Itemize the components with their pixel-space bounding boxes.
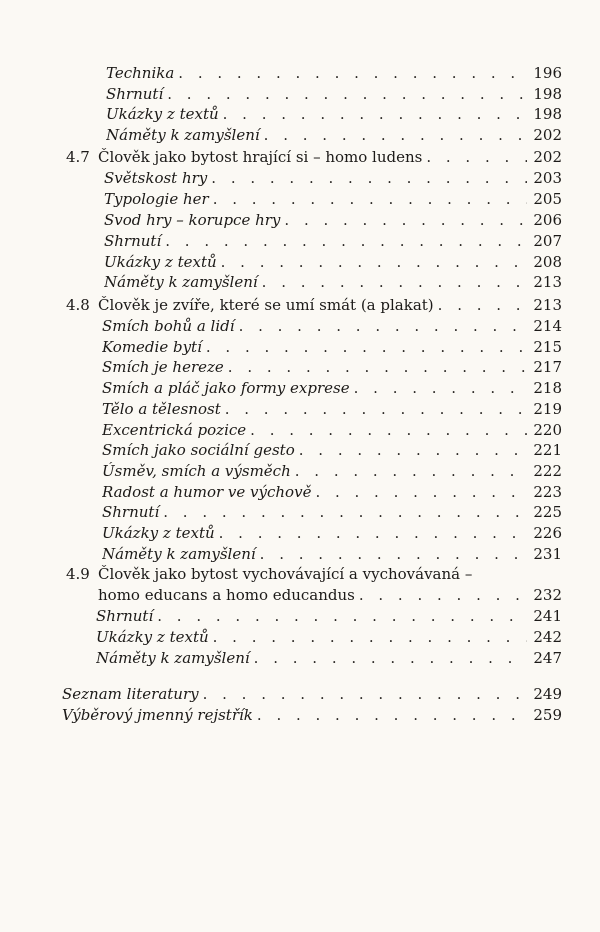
dot-leader (178, 63, 527, 84)
toc-entry-page-number: 213 (533, 296, 562, 314)
toc-entry[interactable] (102, 482, 562, 503)
toc-entry-page-number: 205 (533, 190, 562, 208)
toc-entry[interactable] (96, 648, 562, 669)
toc-entry-page-number: 215 (533, 338, 562, 356)
toc-entry-title: Seznam literatury (62, 685, 199, 703)
toc-entry-title: Typologie her (104, 190, 209, 208)
dot-leader (219, 523, 528, 544)
toc-entry-page-number: 241 (533, 607, 562, 625)
toc-entry-title: Náměty k zamyšlení (104, 273, 258, 291)
toc-entry-page-number: 223 (533, 483, 562, 501)
toc-entry[interactable] (104, 252, 562, 273)
toc-entry[interactable] (106, 104, 562, 125)
toc-entry-page-number: 222 (533, 462, 562, 480)
toc-entry-title: Technika (106, 64, 175, 82)
toc-entry-page-number: 218 (533, 379, 562, 397)
toc-entry[interactable] (104, 210, 562, 231)
dot-leader (206, 337, 527, 358)
toc-entry-page-number: 220 (533, 421, 562, 439)
dot-leader (426, 147, 527, 168)
dot-leader (438, 295, 528, 316)
dot-leader (299, 440, 528, 461)
toc-entry-page-number: 208 (533, 253, 562, 271)
toc-entry-title: Úsměv, smích a výsměch (102, 462, 291, 480)
dot-leader (211, 168, 527, 189)
toc-entry-page-number: 226 (533, 524, 562, 542)
toc-entry-title: Komedie bytí (102, 338, 202, 356)
dot-leader (157, 606, 527, 627)
toc-entry-title: Výběrový jmenný rejstřík (62, 706, 253, 724)
toc-entry-title: Člověk je zvíře, které se umí smát (a plakat) (98, 296, 434, 314)
toc-entry[interactable] (102, 523, 562, 544)
toc-entry-page-number: 198 (533, 105, 562, 123)
toc-entry[interactable] (104, 189, 562, 210)
toc-entry-title: Svod hry – korupce hry (104, 211, 281, 229)
toc-entry[interactable] (96, 627, 562, 648)
toc-entry[interactable] (102, 399, 562, 420)
dot-leader (163, 502, 527, 523)
dot-leader (203, 684, 528, 705)
toc-entry-page-number: 249 (533, 685, 562, 703)
toc-entry[interactable] (102, 502, 562, 523)
toc-entry[interactable] (104, 272, 562, 293)
dot-leader (250, 420, 527, 441)
toc-entry-title: Ukázky z textů (104, 253, 217, 271)
toc-entry[interactable] (102, 316, 562, 337)
toc-entry-title: Smích jako sociální gesto (102, 441, 295, 459)
dot-leader (213, 189, 528, 210)
toc-entry-title: Náměty k zamyšlení (102, 545, 256, 563)
toc-entry[interactable] (102, 378, 562, 399)
dot-leader (254, 648, 528, 669)
dot-leader (260, 544, 528, 565)
toc-entry-title: Radost a humor ve výchově (102, 483, 312, 501)
toc-entry-page-number: 217 (533, 358, 562, 376)
toc-entry-title: Smích bohů a lidí (102, 317, 235, 335)
toc-entry-page-number: 219 (533, 400, 562, 418)
toc-entry[interactable] (62, 684, 562, 705)
dot-leader (315, 482, 527, 503)
toc-entry[interactable] (102, 420, 562, 441)
toc-entry-title: Člověk jako bytost vychovávající a vychovávaná – (98, 565, 473, 583)
toc-entry-page-number: 213 (533, 273, 562, 291)
toc-entry-page-number: 198 (533, 85, 562, 103)
toc-entry-page-number: 214 (533, 317, 562, 335)
section-number: 4.8 (66, 296, 90, 314)
toc-entry[interactable] (98, 295, 562, 316)
toc-entry-page-number: 203 (533, 169, 562, 187)
toc-entry[interactable] (98, 147, 562, 168)
dot-leader (359, 585, 528, 606)
toc-entry-page-number: 225 (533, 503, 562, 521)
toc-entry-page-number: 259 (533, 706, 562, 724)
toc-entry-page-number: 207 (533, 232, 562, 250)
toc-entry[interactable] (106, 125, 562, 146)
toc-entry-title: Člověk jako bytost hrající si – homo ludens (98, 148, 423, 166)
toc-entry-title: Světskost hry (104, 169, 208, 187)
toc-entry-title: Náměty k zamyšlení (106, 126, 260, 144)
toc-entry[interactable] (106, 84, 562, 105)
toc-entry[interactable] (106, 63, 562, 84)
toc-entry[interactable] (98, 564, 562, 585)
dot-leader (165, 231, 527, 252)
section-number: 4.7 (66, 148, 90, 166)
dot-leader (262, 272, 528, 293)
toc-entry-page-number: 206 (533, 211, 562, 229)
toc-entry-title: Shrnutí (104, 232, 162, 250)
toc-entry-title: Shrnutí (102, 503, 160, 521)
toc-entry-page-number: 242 (533, 628, 562, 646)
dot-leader (257, 705, 527, 726)
dot-leader (223, 104, 528, 125)
toc-entry[interactable] (104, 231, 562, 252)
toc-entry-title: Ukázky z textů (102, 524, 215, 542)
dot-leader (221, 252, 528, 273)
dot-leader (295, 461, 528, 482)
dot-leader (239, 316, 528, 337)
toc-entry-title: Smích a pláč jako formy exprese (102, 379, 350, 397)
toc-entry-title: Shrnutí (96, 607, 154, 625)
toc-entry[interactable] (102, 544, 562, 565)
dot-leader (213, 627, 528, 648)
toc-entry[interactable] (102, 440, 562, 461)
toc-entry-page-number: 202 (533, 126, 562, 144)
toc-entry-title: Excentrická pozice (102, 421, 247, 439)
dot-leader (167, 84, 527, 105)
toc-entry-page-number: 231 (533, 545, 562, 563)
section-number: 4.9 (66, 565, 90, 583)
dot-leader (228, 357, 528, 378)
toc-entry-page-number: 232 (533, 586, 562, 604)
toc-entry-title: Tělo a tělesnost (102, 400, 221, 418)
toc-entry-title: Ukázky z textů (106, 105, 219, 123)
toc-entry[interactable] (102, 357, 562, 378)
toc-entry-page-number: 221 (533, 441, 562, 459)
toc-entry-title: Náměty k zamyšlení (96, 649, 250, 667)
toc-entry-title: homo educans a homo educandus (98, 586, 355, 604)
toc-entry-page-number: 196 (533, 64, 562, 82)
toc-entry-page-number: 247 (533, 649, 562, 667)
toc-entry[interactable] (62, 705, 562, 726)
toc-entry-title: Ukázky z textů (96, 628, 209, 646)
toc-entry[interactable] (102, 337, 562, 358)
toc-entry[interactable] (102, 461, 562, 482)
toc-entry-page-number: 202 (533, 148, 562, 166)
dot-leader (354, 378, 528, 399)
toc-entry-title: Shrnutí (106, 85, 164, 103)
dot-leader (284, 210, 527, 231)
dot-leader (264, 125, 528, 146)
dot-leader (225, 399, 528, 420)
toc-entry[interactable] (104, 168, 562, 189)
toc-entry[interactable] (96, 606, 562, 627)
toc-entry[interactable] (98, 585, 562, 606)
toc-entry-title: Smích je hereze (102, 358, 224, 376)
